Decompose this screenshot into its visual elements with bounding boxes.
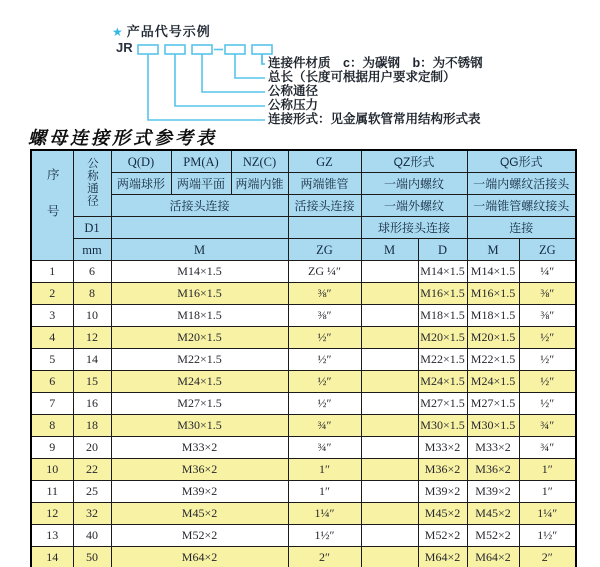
cell-dn: 15	[73, 371, 111, 393]
table-body	[31, 261, 576, 567]
header-qz-row4: 球形接头连接	[361, 217, 467, 239]
cell-qg-m: M52×2	[467, 525, 519, 547]
cell-qz-d: M45×2	[418, 503, 467, 525]
cell-qg-m: M39×2	[467, 481, 519, 503]
cell-m: M45×2	[111, 503, 288, 525]
cell-qg-zg: ¼″	[519, 261, 576, 283]
cell-dn: 18	[73, 415, 111, 437]
cell-dn: 25	[73, 481, 111, 503]
cell-zg: ⅜″	[288, 283, 361, 305]
header-q-code: Q(D)	[111, 150, 171, 173]
header-union-gz: 活接头连接	[288, 195, 361, 217]
cell-dn: 32	[73, 503, 111, 525]
cell-serial: 3	[31, 305, 73, 327]
cell-qg-m: M14×1.5	[467, 261, 519, 283]
cell-qz-m	[361, 459, 418, 481]
cell-m: M14×1.5	[111, 261, 288, 283]
cell-dn: 10	[73, 305, 111, 327]
cell-dn: 20	[73, 437, 111, 459]
cell-m: M22×1.5	[111, 349, 288, 371]
table-title: 螺母连接形式参考表	[28, 128, 217, 148]
cell-qz-m	[361, 283, 418, 305]
cell-qz-d: M64×2	[418, 547, 467, 567]
cell-qz-d: M16×1.5	[418, 283, 467, 305]
header-qg-ends: 一端内螺纹活接头	[467, 173, 576, 195]
table-row	[31, 371, 576, 393]
header-blank-left	[111, 217, 288, 239]
cell-serial: 4	[31, 327, 73, 349]
diagram-title-text: 产品代号示例	[126, 24, 211, 39]
cell-qz-d: M22×1.5	[418, 349, 467, 371]
cell-qz-d: M18×1.5	[418, 305, 467, 327]
header-qg-zg: ZG	[519, 239, 576, 261]
cell-zg: 2″	[288, 547, 361, 567]
table-row	[31, 349, 576, 371]
cell-qz-m	[361, 305, 418, 327]
cell-qz-m	[361, 481, 418, 503]
cell-serial: 5	[31, 349, 73, 371]
cell-zg: 1″	[288, 481, 361, 503]
cell-qz-d: M33×2	[418, 437, 467, 459]
table-row	[31, 305, 576, 327]
cell-zg: ½″	[288, 393, 361, 415]
cell-qg-zg: 1″	[519, 459, 576, 481]
table-row	[31, 481, 576, 503]
header-pm-code: PM(A)	[171, 150, 231, 173]
cell-dn: 12	[73, 327, 111, 349]
table-row	[31, 547, 576, 567]
cell-qz-m	[361, 525, 418, 547]
cell-qz-m	[361, 503, 418, 525]
cell-serial: 12	[31, 503, 73, 525]
cell-serial: 14	[31, 547, 73, 567]
code-label-material: 连接件材质 c：为碳钢 b：为不锈钢	[268, 56, 483, 70]
header-blank-gz	[288, 217, 361, 239]
cell-zg: ⅜″	[288, 305, 361, 327]
cell-serial: 2	[31, 283, 73, 305]
header-qz-code: QZ形式	[361, 150, 467, 173]
code-label-pressure: 公称压力	[268, 98, 319, 112]
cell-zg: 1″	[288, 459, 361, 481]
cell-qg-zg: ⅜″	[519, 283, 576, 305]
cell-dn: 22	[73, 459, 111, 481]
table-row	[31, 283, 576, 305]
cell-qg-zg: 1¼″	[519, 503, 576, 525]
header-zg-gz: ZG	[288, 239, 361, 261]
cell-zg: ¾″	[288, 415, 361, 437]
table-row	[31, 415, 576, 437]
cell-qz-m	[361, 437, 418, 459]
cell-zg: 1¼″	[288, 503, 361, 525]
code-label-connection: 连接形式：见金属软管常用结构形式表	[268, 112, 481, 126]
header-union-left: 活接头连接	[111, 195, 288, 217]
cell-serial: 9	[31, 437, 73, 459]
cell-serial: 8	[31, 415, 73, 437]
cell-qg-zg: ½″	[519, 393, 576, 415]
product-code-prefix: JR	[116, 40, 133, 55]
header-m-left: M	[111, 239, 288, 261]
nut-connection-reference-table	[30, 149, 577, 567]
header-q-ends: 两端球形	[111, 173, 171, 195]
cell-zg: 1½″	[288, 525, 361, 547]
cell-m: M39×2	[111, 481, 288, 503]
cell-zg: ZG ¼″	[288, 261, 361, 283]
cell-qz-d: M39×2	[418, 481, 467, 503]
header-qz-m: M	[361, 239, 418, 261]
cell-qg-m: M16×1.5	[467, 283, 519, 305]
cell-qg-zg: 1″	[519, 481, 576, 503]
header-qg-code: QG形式	[467, 150, 576, 173]
table-row	[31, 459, 576, 481]
cell-qg-zg: ½″	[519, 349, 576, 371]
cell-qz-d: M14×1.5	[418, 261, 467, 283]
cell-qg-m: M24×1.5	[467, 371, 519, 393]
header-serial: 序号	[31, 150, 73, 261]
cell-qg-m: M20×1.5	[467, 327, 519, 349]
cell-m: M24×1.5	[111, 371, 288, 393]
cell-m: M20×1.5	[111, 327, 288, 349]
header-qz-ends: 一端内螺纹	[361, 173, 467, 195]
cell-qz-m	[361, 261, 418, 283]
cell-qz-d: M20×1.5	[418, 327, 467, 349]
cell-qz-m	[361, 393, 418, 415]
cell-qz-d: M36×2	[418, 459, 467, 481]
header-qz-row3: 一端外螺纹	[361, 195, 467, 217]
cell-qz-m	[361, 415, 418, 437]
cell-qz-d: M52×2	[418, 525, 467, 547]
cell-qz-m	[361, 349, 418, 371]
header-gz-ends: 两端锥管	[288, 173, 361, 195]
cell-dn: 40	[73, 525, 111, 547]
cell-qg-m: M27×1.5	[467, 393, 519, 415]
cell-zg: ¾″	[288, 437, 361, 459]
table-row	[31, 393, 576, 415]
cell-serial: 7	[31, 393, 73, 415]
cell-dn: 14	[73, 349, 111, 371]
cell-m: M33×2	[111, 437, 288, 459]
cell-m: M30×1.5	[111, 415, 288, 437]
header-pm-ends: 两端平面	[171, 173, 231, 195]
cell-zg: ½″	[288, 371, 361, 393]
cell-serial: 13	[31, 525, 73, 547]
cell-qz-m	[361, 327, 418, 349]
header-unit: mm	[73, 239, 111, 261]
cell-serial: 6	[31, 371, 73, 393]
header-qz-d: D	[418, 239, 467, 261]
cell-dn: 6	[73, 261, 111, 283]
header-gz-code: GZ	[288, 150, 361, 173]
cell-qz-m	[361, 371, 418, 393]
table-row	[31, 525, 576, 547]
cell-m: M16×1.5	[111, 283, 288, 305]
cell-dn: 8	[73, 283, 111, 305]
cell-qg-m: M22×1.5	[467, 349, 519, 371]
cell-m: M36×2	[111, 459, 288, 481]
table-row	[31, 327, 576, 349]
code-label-diameter: 公称通径	[268, 84, 319, 98]
cell-zg: ½″	[288, 349, 361, 371]
cell-serial: 11	[31, 481, 73, 503]
cell-dn: 50	[73, 547, 111, 567]
cell-zg: ½″	[288, 327, 361, 349]
cell-serial: 10	[31, 459, 73, 481]
cell-qg-zg: ½″	[519, 327, 576, 349]
header-nz-code: NZ(C)	[231, 150, 288, 173]
cell-qg-zg: 2″	[519, 547, 576, 567]
table-row	[31, 503, 576, 525]
header-dn: 公称通径	[73, 150, 111, 217]
cell-qg-m: M18×1.5	[467, 305, 519, 327]
cell-qg-m: M30×1.5	[467, 415, 519, 437]
header-nz-ends: 两端内锥	[231, 173, 288, 195]
cell-m: M64×2	[111, 547, 288, 567]
cell-qz-d: M24×1.5	[418, 371, 467, 393]
cell-qg-zg: ¾″	[519, 437, 576, 459]
cell-m: M27×1.5	[111, 393, 288, 415]
cell-qz-d: M30×1.5	[418, 415, 467, 437]
header-qg-row4: 连接	[467, 217, 576, 239]
cell-qg-m: M36×2	[467, 459, 519, 481]
cell-qg-m: M64×2	[467, 547, 519, 567]
table-row	[31, 261, 576, 283]
cell-m: M18×1.5	[111, 305, 288, 327]
table-row	[31, 437, 576, 459]
cell-qg-zg: ½″	[519, 371, 576, 393]
cell-qg-m: M45×2	[467, 503, 519, 525]
cell-m: M52×2	[111, 525, 288, 547]
header-d1: D1	[73, 217, 111, 239]
star-icon: ★	[112, 25, 124, 39]
code-label-length: 总长（长度可根据用户要求定制）	[268, 70, 456, 84]
header-qg-m: M	[467, 239, 519, 261]
header-qg-row3: 一端锥管螺纹接头	[467, 195, 576, 217]
cell-qz-m	[361, 547, 418, 567]
table-header	[31, 150, 576, 261]
cell-dn: 16	[73, 393, 111, 415]
cell-serial: 1	[31, 261, 73, 283]
cell-qg-zg: 1½″	[519, 525, 576, 547]
cell-qg-zg: ¾″	[519, 415, 576, 437]
cell-qg-zg: ⅜″	[519, 305, 576, 327]
cell-qz-d: M27×1.5	[418, 393, 467, 415]
cell-qg-m: M33×2	[467, 437, 519, 459]
